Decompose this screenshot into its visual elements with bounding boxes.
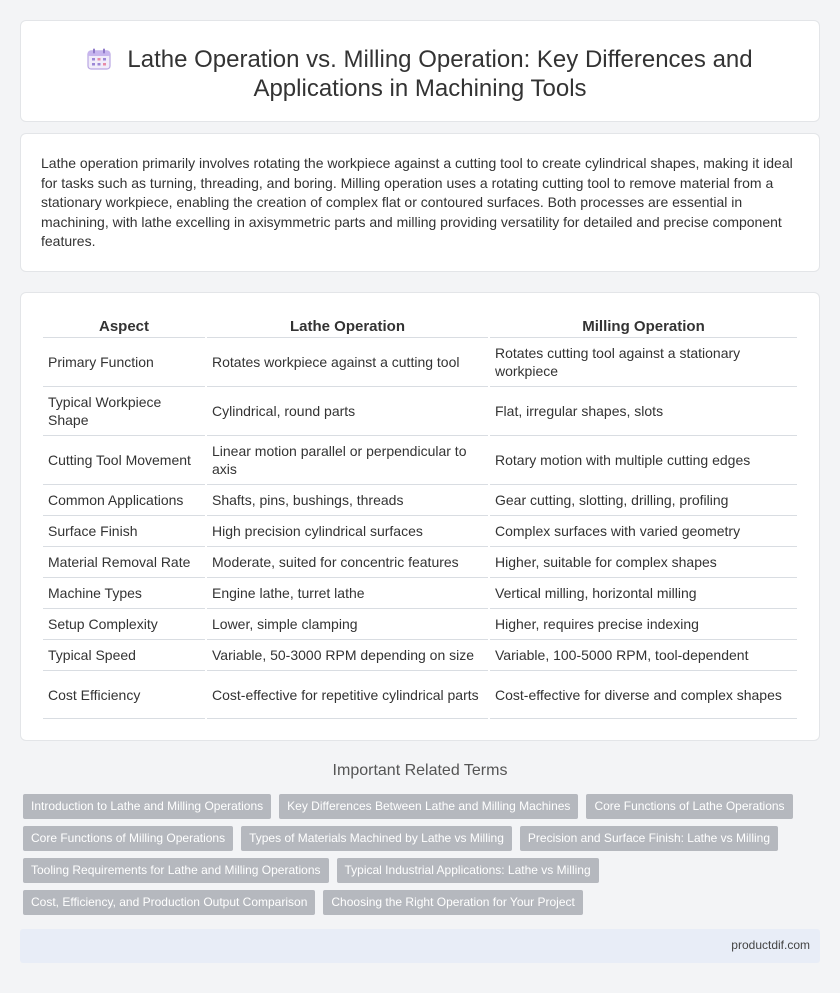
- tag-row: [23, 794, 803, 819]
- related-term-link[interactable]: Core Functions of Milling Operations: [23, 826, 233, 851]
- related-term-link[interactable]: Choosing the Right Operation for Your Project: [323, 890, 582, 915]
- cell-lathe: Linear motion parallel or perpendicular to axis: [207, 435, 488, 484]
- related-term-link[interactable]: Core Functions of Lathe Operations: [586, 794, 792, 819]
- footer: [20, 929, 820, 963]
- cell-aspect: Machine Types: [43, 577, 205, 608]
- table-row: [43, 386, 797, 435]
- cell-milling: Higher, requires precise indexing: [490, 608, 797, 639]
- table-row: [43, 435, 797, 484]
- cell-lathe: Cost-effective for repetitive cylindrical parts: [207, 670, 488, 719]
- cell-milling: Variable, 100-5000 RPM, tool-dependent: [490, 639, 797, 670]
- cell-milling: Rotates cutting tool against a stationary workpiece: [490, 337, 797, 386]
- table-row: [43, 608, 797, 639]
- cell-milling: Rotary motion with multiple cutting edges: [490, 435, 797, 484]
- cell-lathe: Cylindrical, round parts: [207, 386, 488, 435]
- tag-row: [23, 858, 803, 883]
- tag-row: [23, 826, 803, 851]
- related-term-link[interactable]: Cost, Efficiency, and Production Output Comparison: [23, 890, 315, 915]
- table-row: [43, 337, 797, 386]
- tag-row: [23, 890, 803, 915]
- related-term-link[interactable]: Typical Industrial Applications: Lathe vs Milling: [337, 858, 599, 883]
- cell-milling: Cost-effective for diverse and complex shapes: [490, 670, 797, 719]
- calendar-icon: [87, 48, 111, 70]
- table-header-row: [43, 315, 797, 337]
- related-term-link[interactable]: Precision and Surface Finish: Lathe vs Milling: [520, 826, 778, 851]
- table-row: [43, 515, 797, 546]
- cell-milling: Higher, suitable for complex shapes: [490, 546, 797, 577]
- related-term-link[interactable]: Tooling Requirements for Lathe and Milling Operations: [23, 858, 329, 883]
- table-row: [43, 670, 797, 719]
- cell-lathe: Rotates workpiece against a cutting tool: [207, 337, 488, 386]
- table-row: [43, 577, 797, 608]
- cell-aspect: Primary Function: [43, 337, 205, 386]
- intro-paragraph: Lathe operation primarily involves rotating the workpiece against a cutting tool to create cylindrical shapes, making it ideal for tasks such as turning, threading, and boring. Milling operation uses a rotating cutting tool to remove material from a stationary workpiece, enabling the creation of complex flat or contoured surfaces. Both processes are essential in machining, with lathe excelling in axisymmetric parts and milling providing versatility for detailed and precise component features.: [41, 155, 793, 249]
- cell-aspect: Surface Finish: [43, 515, 205, 546]
- cell-lathe: Moderate, suited for concentric features: [207, 546, 488, 577]
- cell-aspect: Cutting Tool Movement: [43, 435, 205, 484]
- cell-lathe: Lower, simple clamping: [207, 608, 488, 639]
- cell-aspect: Typical Speed: [43, 639, 205, 670]
- cell-milling: Complex surfaces with varied geometry: [490, 515, 797, 546]
- cell-aspect: Cost Efficiency: [43, 670, 205, 719]
- table-row: [43, 639, 797, 670]
- footer-site-name: productdif.com: [731, 938, 810, 952]
- related-terms-list: [23, 794, 803, 922]
- cell-aspect: Common Applications: [43, 484, 205, 515]
- cell-milling: Vertical milling, horizontal milling: [490, 577, 797, 608]
- header-card: [20, 20, 820, 122]
- related-term-link[interactable]: Types of Materials Machined by Lathe vs Milling: [241, 826, 512, 851]
- cell-aspect: Material Removal Rate: [43, 546, 205, 577]
- related-term-link[interactable]: Key Differences Between Lathe and Milling Machines: [279, 794, 578, 819]
- page-title: [21, 45, 819, 103]
- page-title-text: Lathe Operation vs. Milling Operation: Key Differences and Applications in Machining Tools: [127, 46, 753, 102]
- header-lathe: Lathe Operation: [289, 318, 405, 335]
- comparison-table: [41, 315, 799, 719]
- cell-aspect: Typical Workpiece Shape: [43, 386, 205, 435]
- cell-aspect: Setup Complexity: [43, 608, 205, 639]
- cell-lathe: High precision cylindrical surfaces: [207, 515, 488, 546]
- header-aspect: Aspect: [98, 318, 150, 335]
- cell-milling: Gear cutting, slotting, drilling, profiling: [490, 484, 797, 515]
- table-row: [43, 546, 797, 577]
- comparison-card: [20, 292, 820, 741]
- intro-card: [20, 133, 820, 272]
- related-term-link[interactable]: Introduction to Lathe and Milling Operations: [23, 794, 271, 819]
- header-milling: Milling Operation: [582, 318, 705, 335]
- table-row: [43, 484, 797, 515]
- cell-lathe: Variable, 50-3000 RPM depending on size: [207, 639, 488, 670]
- related-terms-title: Important Related Terms: [332, 762, 508, 779]
- cell-lathe: Shafts, pins, bushings, threads: [207, 484, 488, 515]
- cell-lathe: Engine lathe, turret lathe: [207, 577, 488, 608]
- cell-milling: Flat, irregular shapes, slots: [490, 386, 797, 435]
